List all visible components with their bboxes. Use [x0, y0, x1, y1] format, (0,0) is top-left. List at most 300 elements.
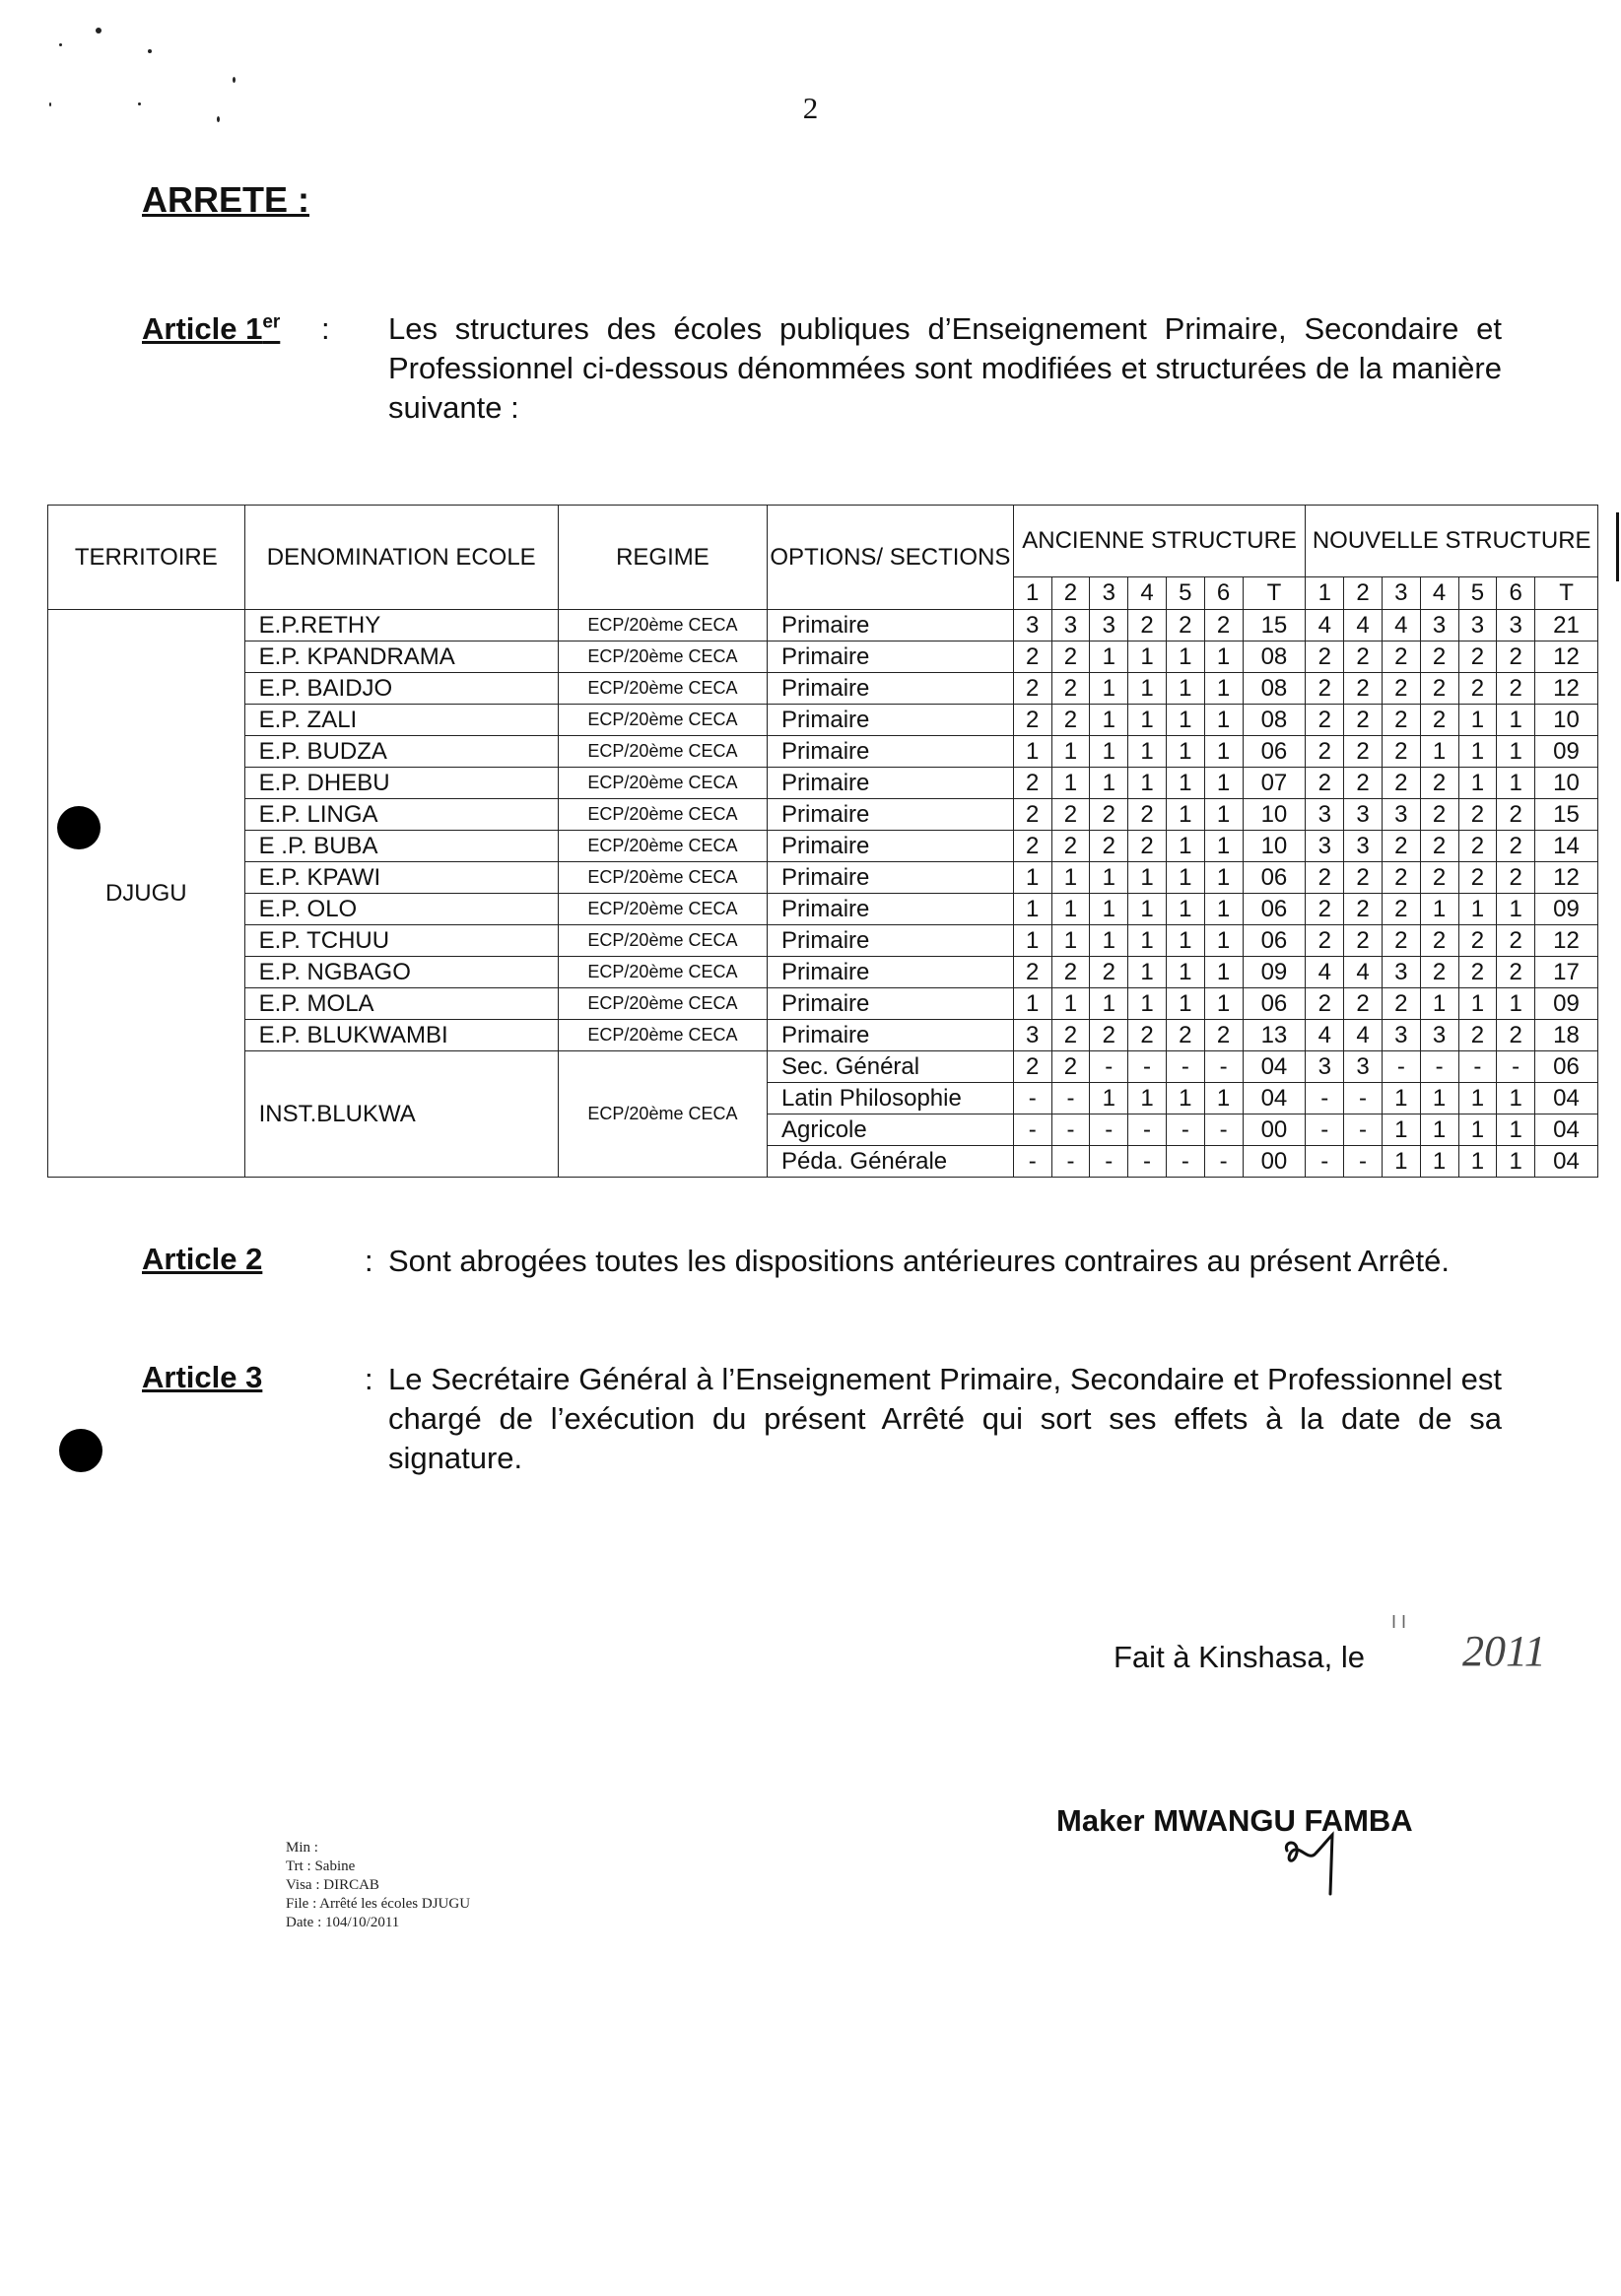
- ancienne-total: 04: [1243, 1051, 1306, 1083]
- option-cell: Primaire: [768, 799, 1014, 831]
- ancienne-grade-3: 2: [1090, 1020, 1128, 1051]
- ancienne-grade-1: 2: [1013, 705, 1051, 736]
- ancienne-grade-2: 2: [1051, 673, 1090, 705]
- nouvelle-grade-5: 2: [1458, 957, 1497, 988]
- nouvelle-grade-3: 2: [1382, 768, 1420, 799]
- option-cell: Primaire: [768, 894, 1014, 925]
- ancienne-grade-5: 1: [1166, 988, 1204, 1020]
- nouvelle-grade-6: 2: [1497, 862, 1535, 894]
- grade-header-nou-2: 3: [1382, 577, 1420, 610]
- header-denomination: DENOMINATION ECOLE: [244, 506, 558, 610]
- nouvelle-grade-3: 1: [1382, 1146, 1420, 1178]
- ancienne-grade-5: 1: [1166, 1083, 1204, 1114]
- school-name: E.P. OLO: [244, 894, 558, 925]
- nouvelle-total: 10: [1535, 705, 1598, 736]
- nouvelle-grade-6: 2: [1497, 799, 1535, 831]
- ancienne-total: 04: [1243, 1083, 1306, 1114]
- ancienne-grade-1: 2: [1013, 642, 1051, 673]
- nouvelle-grade-2: 3: [1344, 1051, 1383, 1083]
- school-name: E.P. KPANDRAMA: [244, 642, 558, 673]
- option-cell: Latin Philosophie: [768, 1083, 1014, 1114]
- scan-speck: [233, 77, 236, 83]
- punch-hole: [57, 806, 101, 849]
- ancienne-grade-5: 1: [1166, 736, 1204, 768]
- ancienne-grade-1: -: [1013, 1114, 1051, 1146]
- nouvelle-grade-2: 3: [1344, 831, 1383, 862]
- ancienne-grade-4: 2: [1128, 610, 1167, 642]
- grade-header-anc-3: 4: [1128, 577, 1167, 610]
- ancienne-grade-1: -: [1013, 1146, 1051, 1178]
- nouvelle-grade-5: 2: [1458, 862, 1497, 894]
- nouvelle-total: 04: [1535, 1146, 1598, 1178]
- ancienne-grade-4: 1: [1128, 673, 1167, 705]
- ancienne-grade-6: -: [1204, 1146, 1243, 1178]
- school-name: INST.BLUKWA: [244, 1051, 558, 1178]
- ancienne-grade-2: 3: [1051, 610, 1090, 642]
- nouvelle-total: 12: [1535, 673, 1598, 705]
- nouvelle-grade-3: 2: [1382, 831, 1420, 862]
- ancienne-grade-4: -: [1128, 1114, 1167, 1146]
- ancienne-grade-1: 3: [1013, 1020, 1051, 1051]
- ancienne-grade-3: 1: [1090, 1083, 1128, 1114]
- ancienne-grade-2: 2: [1051, 705, 1090, 736]
- nouvelle-grade-4: 2: [1420, 705, 1458, 736]
- nouvelle-total: 17: [1535, 957, 1598, 988]
- ancienne-grade-5: 1: [1166, 705, 1204, 736]
- option-cell: Primaire: [768, 768, 1014, 799]
- ancienne-grade-6: 1: [1204, 799, 1243, 831]
- ancienne-grade-3: -: [1090, 1051, 1128, 1083]
- ancienne-grade-1: 2: [1013, 831, 1051, 862]
- regime-cell: ECP/20ème CECA: [558, 1051, 767, 1178]
- grade-header-nou-6: T: [1535, 577, 1598, 610]
- ancienne-grade-5: 1: [1166, 642, 1204, 673]
- nouvelle-grade-4: 1: [1420, 988, 1458, 1020]
- nouvelle-grade-2: 2: [1344, 862, 1383, 894]
- ancienne-grade-3: 1: [1090, 894, 1128, 925]
- nouvelle-grade-3: 1: [1382, 1083, 1420, 1114]
- table-row: [48, 862, 1598, 894]
- grade-header-anc-0: 1: [1013, 577, 1051, 610]
- ancienne-grade-2: -: [1051, 1146, 1090, 1178]
- ancienne-grade-5: -: [1166, 1146, 1204, 1178]
- ancienne-grade-3: 1: [1090, 862, 1128, 894]
- nouvelle-grade-1: 4: [1306, 957, 1344, 988]
- nouvelle-total: 10: [1535, 768, 1598, 799]
- ancienne-grade-4: 1: [1128, 862, 1167, 894]
- grade-header-nou-5: 6: [1497, 577, 1535, 610]
- grade-header-anc-5: 6: [1204, 577, 1243, 610]
- ancienne-grade-1: 1: [1013, 736, 1051, 768]
- ancienne-total: 00: [1243, 1146, 1306, 1178]
- nouvelle-grade-2: -: [1344, 1146, 1383, 1178]
- nouvelle-grade-1: 3: [1306, 831, 1344, 862]
- ancienne-grade-1: -: [1013, 1083, 1051, 1114]
- header-regime: REGIME: [558, 506, 767, 610]
- school-name: E.P. NGBAGO: [244, 957, 558, 988]
- ancienne-grade-6: -: [1204, 1114, 1243, 1146]
- ancienne-grade-6: 1: [1204, 988, 1243, 1020]
- table-row: [48, 988, 1598, 1020]
- ancienne-grade-3: 1: [1090, 705, 1128, 736]
- header-territoire: TERRITOIRE: [48, 506, 245, 610]
- ancienne-grade-6: 1: [1204, 1083, 1243, 1114]
- table-row: [48, 799, 1598, 831]
- ancienne-grade-4: 2: [1128, 799, 1167, 831]
- ancienne-grade-6: 1: [1204, 673, 1243, 705]
- nouvelle-grade-1: 2: [1306, 642, 1344, 673]
- option-cell: Primaire: [768, 988, 1014, 1020]
- scan-speck: [148, 49, 152, 53]
- ancienne-total: 10: [1243, 799, 1306, 831]
- ancienne-grade-6: 1: [1204, 705, 1243, 736]
- header-options: OPTIONS/ SECTIONS: [768, 506, 1014, 610]
- nouvelle-grade-1: 3: [1306, 1051, 1344, 1083]
- nouvelle-total: 14: [1535, 831, 1598, 862]
- nouvelle-grade-6: 1: [1497, 1083, 1535, 1114]
- article-1-text: Les structures des écoles publiques d’Enseignement Primaire, Secondaire et Professionnel ci-dessous dénommées sont modifiées et structurées de la manière suivante :: [388, 311, 1502, 425]
- regime-cell: ECP/20ème CECA: [558, 610, 767, 642]
- table-row: [48, 673, 1598, 705]
- ancienne-grade-3: 1: [1090, 925, 1128, 957]
- nouvelle-grade-4: 2: [1420, 925, 1458, 957]
- nouvelle-grade-5: 1: [1458, 1083, 1497, 1114]
- scan-speck: [59, 43, 62, 46]
- ancienne-grade-5: 2: [1166, 1020, 1204, 1051]
- ancienne-total: 09: [1243, 957, 1306, 988]
- nouvelle-total: 12: [1535, 862, 1598, 894]
- option-cell: Primaire: [768, 925, 1014, 957]
- nouvelle-grade-2: 2: [1344, 705, 1383, 736]
- nouvelle-grade-2: 4: [1344, 1020, 1383, 1051]
- nouvelle-grade-1: 2: [1306, 736, 1344, 768]
- nouvelle-grade-3: 3: [1382, 957, 1420, 988]
- table-row: [48, 957, 1598, 988]
- nouvelle-grade-3: 2: [1382, 736, 1420, 768]
- nouvelle-grade-5: 2: [1458, 673, 1497, 705]
- ancienne-grade-5: 1: [1166, 831, 1204, 862]
- nouvelle-grade-1: 4: [1306, 610, 1344, 642]
- scan-edge-mark: [1616, 512, 1619, 581]
- ancienne-grade-4: 2: [1128, 1020, 1167, 1051]
- school-name: E.P. KPAWI: [244, 862, 558, 894]
- ancienne-grade-2: 2: [1051, 642, 1090, 673]
- option-cell: Péda. Générale: [768, 1146, 1014, 1178]
- ancienne-grade-5: 2: [1166, 610, 1204, 642]
- territoire-cell: DJUGU: [48, 610, 245, 1178]
- nouvelle-grade-4: 3: [1420, 1020, 1458, 1051]
- grade-header-nou-4: 5: [1458, 577, 1497, 610]
- table-row: [48, 705, 1598, 736]
- footer-line: Visa : DIRCAB: [286, 1877, 379, 1893]
- ancienne-grade-1: 1: [1013, 988, 1051, 1020]
- table-row: [48, 642, 1598, 673]
- article-1-label-sup: er: [262, 311, 281, 333]
- nouvelle-grade-5: 1: [1458, 1114, 1497, 1146]
- header-ancienne-structure: ANCIENNE STRUCTURE: [1013, 506, 1306, 577]
- table-row: [48, 894, 1598, 925]
- ancienne-total: 08: [1243, 705, 1306, 736]
- nouvelle-total: 12: [1535, 642, 1598, 673]
- nouvelle-total: 18: [1535, 1020, 1598, 1051]
- nouvelle-grade-1: -: [1306, 1083, 1344, 1114]
- nouvelle-grade-4: 1: [1420, 1083, 1458, 1114]
- nouvelle-grade-5: 2: [1458, 925, 1497, 957]
- grade-header-anc-4: 5: [1166, 577, 1204, 610]
- ancienne-grade-6: 1: [1204, 957, 1243, 988]
- nouvelle-grade-5: 1: [1458, 1146, 1497, 1178]
- nouvelle-grade-3: 2: [1382, 705, 1420, 736]
- regime-cell: ECP/20ème CECA: [558, 799, 767, 831]
- punch-hole: [59, 1429, 102, 1472]
- nouvelle-grade-1: -: [1306, 1114, 1344, 1146]
- ancienne-grade-5: 1: [1166, 894, 1204, 925]
- ancienne-total: 06: [1243, 925, 1306, 957]
- nouvelle-total: 09: [1535, 894, 1598, 925]
- regime-cell: ECP/20ème CECA: [558, 831, 767, 862]
- ancienne-grade-3: 1: [1090, 988, 1128, 1020]
- ancienne-grade-5: 1: [1166, 862, 1204, 894]
- nouvelle-total: 21: [1535, 610, 1598, 642]
- nouvelle-grade-6: 2: [1497, 642, 1535, 673]
- table-row: [48, 1020, 1598, 1051]
- ancienne-grade-2: 1: [1051, 736, 1090, 768]
- nouvelle-grade-4: 2: [1420, 831, 1458, 862]
- nouvelle-grade-6: 2: [1497, 957, 1535, 988]
- ancienne-grade-2: 2: [1051, 957, 1090, 988]
- ancienne-total: 15: [1243, 610, 1306, 642]
- nouvelle-grade-6: 2: [1497, 1020, 1535, 1051]
- nouvelle-grade-3: 2: [1382, 925, 1420, 957]
- nouvelle-total: 15: [1535, 799, 1598, 831]
- table-body: [48, 610, 1598, 1178]
- nouvelle-grade-6: 1: [1497, 736, 1535, 768]
- option-cell: Primaire: [768, 1020, 1014, 1051]
- nouvelle-grade-4: 1: [1420, 1146, 1458, 1178]
- nouvelle-grade-5: 1: [1458, 705, 1497, 736]
- ancienne-grade-4: 2: [1128, 831, 1167, 862]
- nouvelle-grade-5: 2: [1458, 831, 1497, 862]
- nouvelle-grade-3: 2: [1382, 642, 1420, 673]
- nouvelle-grade-4: -: [1420, 1051, 1458, 1083]
- signatory-name: Maker MWANGU FAMBA: [1056, 1803, 1413, 1838]
- footer-line: Min :: [286, 1840, 318, 1856]
- nouvelle-grade-2: 2: [1344, 736, 1383, 768]
- ancienne-grade-6: 1: [1204, 925, 1243, 957]
- nouvelle-grade-6: 1: [1497, 1114, 1535, 1146]
- nouvelle-total: 04: [1535, 1114, 1598, 1146]
- ancienne-grade-2: 1: [1051, 862, 1090, 894]
- ancienne-grade-1: 2: [1013, 768, 1051, 799]
- nouvelle-grade-1: 2: [1306, 894, 1344, 925]
- nouvelle-grade-5: 1: [1458, 736, 1497, 768]
- ancienne-grade-4: 1: [1128, 705, 1167, 736]
- nouvelle-grade-3: 3: [1382, 1020, 1420, 1051]
- ancienne-grade-6: -: [1204, 1051, 1243, 1083]
- ancienne-grade-2: -: [1051, 1083, 1090, 1114]
- nouvelle-grade-1: 2: [1306, 673, 1344, 705]
- ancienne-grade-5: 1: [1166, 799, 1204, 831]
- school-name: E.P. TCHUU: [244, 925, 558, 957]
- nouvelle-grade-4: 2: [1420, 957, 1458, 988]
- ancienne-total: 08: [1243, 673, 1306, 705]
- nouvelle-grade-3: 2: [1382, 894, 1420, 925]
- nouvelle-total: 09: [1535, 988, 1598, 1020]
- handwritten-signature: [1281, 1831, 1360, 1900]
- regime-cell: ECP/20ème CECA: [558, 768, 767, 799]
- nouvelle-grade-3: 2: [1382, 862, 1420, 894]
- regime-cell: ECP/20ème CECA: [558, 988, 767, 1020]
- school-name: E.P. BLUKWAMBI: [244, 1020, 558, 1051]
- page-number: 2: [802, 91, 819, 125]
- nouvelle-grade-5: 1: [1458, 988, 1497, 1020]
- ancienne-grade-4: 1: [1128, 894, 1167, 925]
- ancienne-grade-1: 2: [1013, 673, 1051, 705]
- table-row: [48, 736, 1598, 768]
- ancienne-grade-3: 1: [1090, 736, 1128, 768]
- school-name: E .P. BUBA: [244, 831, 558, 862]
- nouvelle-total: 12: [1535, 925, 1598, 957]
- ancienne-grade-2: 2: [1051, 831, 1090, 862]
- ancienne-grade-6: 1: [1204, 831, 1243, 862]
- table-row: [48, 768, 1598, 799]
- nouvelle-grade-4: 2: [1420, 768, 1458, 799]
- ancienne-grade-6: 1: [1204, 768, 1243, 799]
- ancienne-grade-5: 1: [1166, 768, 1204, 799]
- nouvelle-grade-6: 1: [1497, 768, 1535, 799]
- ancienne-grade-3: 2: [1090, 799, 1128, 831]
- ancienne-grade-3: 2: [1090, 831, 1128, 862]
- ancienne-total: 13: [1243, 1020, 1306, 1051]
- ancienne-grade-2: 1: [1051, 894, 1090, 925]
- nouvelle-grade-6: 1: [1497, 894, 1535, 925]
- option-cell: Primaire: [768, 610, 1014, 642]
- ancienne-grade-1: 1: [1013, 862, 1051, 894]
- school-name: E.P. ZALI: [244, 705, 558, 736]
- nouvelle-total: 06: [1535, 1051, 1598, 1083]
- nouvelle-grade-3: -: [1382, 1051, 1420, 1083]
- nouvelle-grade-3: 4: [1382, 610, 1420, 642]
- ancienne-grade-1: 2: [1013, 957, 1051, 988]
- ancienne-grade-3: 1: [1090, 673, 1128, 705]
- nouvelle-grade-2: 2: [1344, 925, 1383, 957]
- nouvelle-grade-2: 2: [1344, 642, 1383, 673]
- page-title: ARRETE :: [142, 179, 309, 220]
- nouvelle-grade-2: 2: [1344, 768, 1383, 799]
- nouvelle-grade-1: 2: [1306, 705, 1344, 736]
- ancienne-grade-2: 2: [1051, 1020, 1090, 1051]
- ancienne-grade-4: 1: [1128, 642, 1167, 673]
- ancienne-grade-6: 1: [1204, 894, 1243, 925]
- ancienne-grade-2: 1: [1051, 988, 1090, 1020]
- option-cell: Agricole: [768, 1114, 1014, 1146]
- ancienne-grade-4: 1: [1128, 988, 1167, 1020]
- option-cell: Primaire: [768, 862, 1014, 894]
- ancienne-grade-3: 3: [1090, 610, 1128, 642]
- nouvelle-grade-4: 1: [1420, 1114, 1458, 1146]
- ancienne-grade-2: 1: [1051, 768, 1090, 799]
- nouvelle-grade-3: 2: [1382, 988, 1420, 1020]
- ancienne-grade-4: 1: [1128, 925, 1167, 957]
- school-name: E.P. MOLA: [244, 988, 558, 1020]
- ancienne-grade-1: 3: [1013, 610, 1051, 642]
- ancienne-grade-6: 1: [1204, 862, 1243, 894]
- table-row: [48, 610, 1598, 642]
- nouvelle-grade-4: 1: [1420, 736, 1458, 768]
- footer-line: File : Arrêté les écoles DJUGU: [286, 1896, 471, 1912]
- nouvelle-grade-2: -: [1344, 1083, 1383, 1114]
- nouvelle-grade-4: 3: [1420, 610, 1458, 642]
- nouvelle-grade-6: 1: [1497, 988, 1535, 1020]
- regime-cell: ECP/20ème CECA: [558, 642, 767, 673]
- ancienne-total: 08: [1243, 642, 1306, 673]
- footer-line: Date : 104/10/2011: [286, 1915, 400, 1930]
- ancienne-total: 00: [1243, 1114, 1306, 1146]
- nouvelle-grade-6: 1: [1497, 705, 1535, 736]
- ancienne-grade-3: -: [1090, 1146, 1128, 1178]
- article-2-label: Article 2: [142, 1242, 263, 1276]
- nouvelle-grade-5: -: [1458, 1051, 1497, 1083]
- ancienne-total: 07: [1243, 768, 1306, 799]
- nouvelle-grade-6: -: [1497, 1051, 1535, 1083]
- nouvelle-grade-3: 1: [1382, 1114, 1420, 1146]
- nouvelle-grade-4: 2: [1420, 862, 1458, 894]
- nouvelle-grade-4: 2: [1420, 642, 1458, 673]
- option-cell: Primaire: [768, 705, 1014, 736]
- ancienne-grade-1: 1: [1013, 925, 1051, 957]
- nouvelle-grade-3: 2: [1382, 673, 1420, 705]
- scan-speck: [96, 28, 101, 34]
- option-cell: Primaire: [768, 642, 1014, 673]
- regime-cell: ECP/20ème CECA: [558, 1020, 767, 1051]
- nouvelle-grade-5: 2: [1458, 1020, 1497, 1051]
- footer-notes: [286, 1839, 470, 1932]
- nouvelle-grade-5: 1: [1458, 894, 1497, 925]
- nouvelle-grade-2: 4: [1344, 610, 1383, 642]
- nouvelle-grade-1: 4: [1306, 1020, 1344, 1051]
- regime-cell: ECP/20ème CECA: [558, 673, 767, 705]
- ancienne-grade-4: 1: [1128, 736, 1167, 768]
- nouvelle-grade-3: 3: [1382, 799, 1420, 831]
- ancienne-grade-5: 1: [1166, 673, 1204, 705]
- nouvelle-grade-2: 2: [1344, 673, 1383, 705]
- nouvelle-grade-4: 2: [1420, 799, 1458, 831]
- article-3-sep: :: [365, 1362, 373, 1396]
- ancienne-grade-4: 1: [1128, 1083, 1167, 1114]
- ancienne-grade-5: 1: [1166, 957, 1204, 988]
- nouvelle-grade-1: -: [1306, 1146, 1344, 1178]
- nouvelle-grade-6: 2: [1497, 925, 1535, 957]
- ancienne-grade-6: 1: [1204, 642, 1243, 673]
- nouvelle-grade-6: 1: [1497, 1146, 1535, 1178]
- place-date: Fait à Kinshasa, le: [1114, 1640, 1366, 1674]
- ancienne-total: 06: [1243, 736, 1306, 768]
- ancienne-total: 06: [1243, 862, 1306, 894]
- nouvelle-grade-6: 3: [1497, 610, 1535, 642]
- regime-cell: ECP/20ème CECA: [558, 894, 767, 925]
- ancienne-grade-6: 2: [1204, 610, 1243, 642]
- nouvelle-grade-2: 2: [1344, 988, 1383, 1020]
- nouvelle-grade-5: 3: [1458, 610, 1497, 642]
- header-nouvelle-structure: NOUVELLE STRUCTURE: [1306, 506, 1598, 577]
- ancienne-grade-5: -: [1166, 1051, 1204, 1083]
- school-name: E.P.RETHY: [244, 610, 558, 642]
- regime-cell: ECP/20ème CECA: [558, 862, 767, 894]
- article-3-text: Le Secrétaire Général à l’Enseignement Primaire, Secondaire et Professionnel est chargé de l’exécution du présent Arrêté qui sort ses effets à la date de sa signature.: [388, 1362, 1502, 1475]
- ancienne-total: 10: [1243, 831, 1306, 862]
- ancienne-grade-4: -: [1128, 1051, 1167, 1083]
- regime-cell: ECP/20ème CECA: [558, 705, 767, 736]
